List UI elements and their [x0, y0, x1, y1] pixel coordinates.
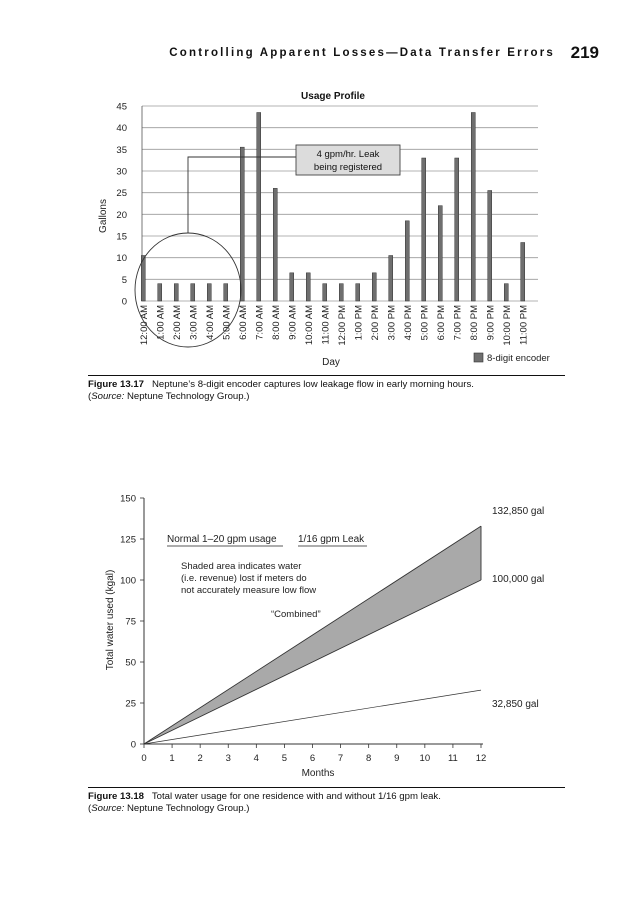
chart1-bar: [455, 158, 459, 301]
chart2-x-tick-label: 9: [394, 753, 400, 764]
chart1-legend-label: 8-digit encoder: [487, 353, 550, 364]
chart1-y-tick-label: 20: [116, 209, 127, 221]
chart1-y-tick-label: 0: [121, 296, 127, 308]
caption1-source-text: Neptune Technology Group.: [126, 391, 247, 402]
caption2-source-label: Source:: [91, 803, 125, 814]
chart2-end-label-leak: 32,850 gal: [492, 699, 539, 710]
chart2-x-tick-label: 10: [419, 753, 431, 764]
chart1-x-tick-label: 9:00 AM: [287, 305, 299, 340]
chart1-y-tick-label: 45: [116, 101, 127, 113]
chart1-x-tick-label: 6:00 PM: [435, 305, 447, 341]
chart1-title: Usage Profile: [301, 91, 365, 102]
chart1-y-tick-label: 30: [116, 166, 127, 178]
chart2-y-axis-label: Total water used (kgal): [105, 569, 116, 671]
chart1-x-tick-label: 11:00 AM: [320, 305, 332, 345]
chart1-bar: [389, 256, 393, 302]
chart1-x-tick-label: 2:00 PM: [369, 305, 381, 341]
chart2-x-tick-label: 3: [225, 753, 231, 764]
chart1-bar: [257, 113, 261, 302]
chart2-x-tick-label: 5: [281, 753, 288, 764]
caption2-rule: [88, 787, 565, 788]
chart1-bar: [306, 273, 310, 301]
chart1-bar: [240, 147, 244, 301]
chart2-y-tick-label: 125: [120, 534, 136, 546]
chart1-x-tick-label: 5:00 AM: [221, 305, 233, 340]
chart1-bar: [504, 284, 508, 301]
chart2-x-tick-label: 2: [197, 753, 203, 764]
chart1-x-tick-label: 2:00 AM: [171, 305, 183, 340]
chart2-shade-note-1: Shaded area indicates water: [181, 561, 302, 572]
chart1-gridlines: [142, 106, 538, 301]
chart2-label-leak: 1/16 gpm Leak: [298, 534, 365, 545]
chart1-bar: [422, 158, 426, 301]
chart1-bar: [356, 284, 360, 301]
figure-13-17-caption: Figure 13.17 Neptune’s 8-digit encoder captures low leakage flow in early morning hours. (Source: Neptune Technology Group.): [88, 379, 474, 402]
chart1-y-tick-label: 10: [116, 253, 127, 265]
chart1-x-tick-label: 1:00 PM: [353, 305, 365, 341]
chart2-series-line-combined: [144, 526, 481, 744]
usage-profile-chart: [0, 84, 619, 374]
chart1-x-tick-label: 5:00 PM: [419, 305, 431, 341]
chart1-y-tick-label: 25: [116, 188, 127, 200]
chart1-bar: [438, 206, 442, 301]
chart1-x-ticks: [139, 305, 530, 346]
chart1-x-tick-label: 4:00 PM: [402, 305, 414, 341]
figure-13-18-caption: Figure 13.18 Total water usage for one residence with and without 1/16 gpm leak. (Source: Neptune Technology Group.): [88, 791, 441, 814]
chart2-y-tick-label: 100: [120, 575, 136, 587]
chart1-bar: [191, 284, 195, 301]
chart2-end-label-combined: 132,850 gal: [492, 506, 545, 517]
caption1-source-label: Source:: [91, 391, 125, 402]
chart1-bars: [141, 113, 525, 302]
chart2-x-tick-label: 11: [447, 753, 458, 764]
chart1-bar: [323, 284, 327, 301]
chart1-y-tick-label: 35: [116, 144, 127, 156]
chart2-x-tick-label: 0: [141, 753, 147, 764]
caption1-rule: [88, 375, 565, 376]
chart2-x-tick-label: 7: [337, 753, 344, 764]
chart2-x-tick-label: 8: [366, 753, 372, 764]
chart1-bar: [339, 284, 343, 301]
chart1-y-tick-label: 5: [121, 274, 127, 286]
caption1-label: Figure 13.17: [88, 379, 144, 390]
chart2-shade-note-2: (i.e. revenue) lost if meters do: [181, 573, 307, 584]
chart1-x-tick-label: 8:00 AM: [270, 305, 282, 340]
chart2-x-tick-label: 12: [475, 753, 487, 764]
chart2-y-tick-label: 150: [120, 493, 136, 505]
chart2-x-tick-label: 6: [309, 753, 316, 764]
chart2-series-line-normal: [144, 580, 481, 744]
chart1-bar: [290, 273, 294, 301]
caption2-label: Figure 13.18: [88, 791, 144, 802]
chart1-x-tick-label: 3:00 AM: [188, 305, 200, 340]
chart2-combined-label: “Combined”: [271, 609, 321, 620]
chart2-shade-note-3: not accurately measure low flow: [181, 585, 317, 596]
chart1-x-tick-label: 9:00 PM: [485, 305, 497, 341]
chart1-bar: [488, 191, 492, 302]
chart1-x-tick-label: 7:00 AM: [254, 305, 266, 340]
chart1-bar: [405, 221, 409, 301]
chart1-bar: [471, 113, 475, 302]
chart2-y-tick-label: 50: [125, 657, 136, 669]
chart2-y-tick-label: 75: [125, 616, 136, 628]
chart1-bar: [273, 188, 277, 301]
chart1-x-tick-label: 12:00 PM: [336, 305, 348, 346]
chart1-x-tick-label: 1:00 AM: [155, 305, 167, 340]
chart2-x-tick-label: 4: [253, 753, 259, 764]
chart1-callout-text-1: 4 gpm/hr. Leak: [316, 149, 380, 160]
chart1-bar: [521, 243, 525, 302]
chart2-y-tick-label: 25: [125, 698, 136, 710]
chart1-x-tick-label: 12:00 AM: [138, 305, 150, 346]
chart1-y-tick-label: 15: [116, 231, 127, 243]
caption1-text: Neptune’s 8-digit encoder captures low leakage flow in early morning hours.: [152, 379, 474, 390]
chart2-y-tick-label: 0: [130, 739, 136, 751]
chart1-x-tick-label: 3:00 PM: [386, 305, 398, 341]
chart1-y-axis-label: Gallons: [98, 199, 109, 233]
chart1-bar: [207, 284, 211, 301]
chart2-x-ticks: [141, 744, 486, 764]
chart1-y-ticks: [116, 102, 127, 308]
chart1-y-tick-label: 40: [116, 123, 127, 135]
chart1-x-axis-label: Day: [322, 357, 340, 368]
chart1-bar: [224, 284, 228, 301]
chart1-x-tick-label: 7:00 PM: [452, 305, 464, 341]
chart1-bar: [158, 284, 162, 301]
total-water-chart: [0, 488, 619, 788]
chart2-x-axis-label: Months: [301, 768, 335, 779]
chart2-y-ticks: [120, 494, 144, 751]
chart1-x-tick-label: 8:00 PM: [468, 305, 480, 341]
running-header-title: Controlling Apparent Losses—Data Transfer Errors: [169, 47, 555, 59]
chart2-x-tick-label: 1: [169, 753, 175, 764]
chart2-lines: [144, 526, 481, 744]
chart2-label-normal: Normal 1–20 gpm usage: [167, 534, 277, 545]
chart1-bar: [372, 273, 376, 301]
chart1-x-tick-label: 11:00 PM: [518, 305, 530, 345]
chart1-x-tick-label: 6:00 AM: [237, 305, 249, 340]
page-number: 219: [570, 43, 599, 62]
chart1-x-tick-label: 4:00 AM: [204, 305, 216, 340]
chart1-callout-text-2: being registered: [313, 162, 383, 173]
chart1-x-tick-label: 10:00 PM: [501, 305, 513, 346]
chart2-end-label-normal: 100,000 gal: [492, 574, 545, 585]
running-header: [0, 43, 619, 67]
caption2-text: Total water usage for one residence with and without 1/16 gpm leak.: [151, 791, 441, 802]
chart1-bar: [174, 284, 178, 301]
caption2-source-text: Neptune Technology Group.: [126, 803, 247, 814]
chart1-x-tick-label: 10:00 AM: [303, 305, 315, 346]
chart1-legend-swatch: [474, 353, 483, 362]
